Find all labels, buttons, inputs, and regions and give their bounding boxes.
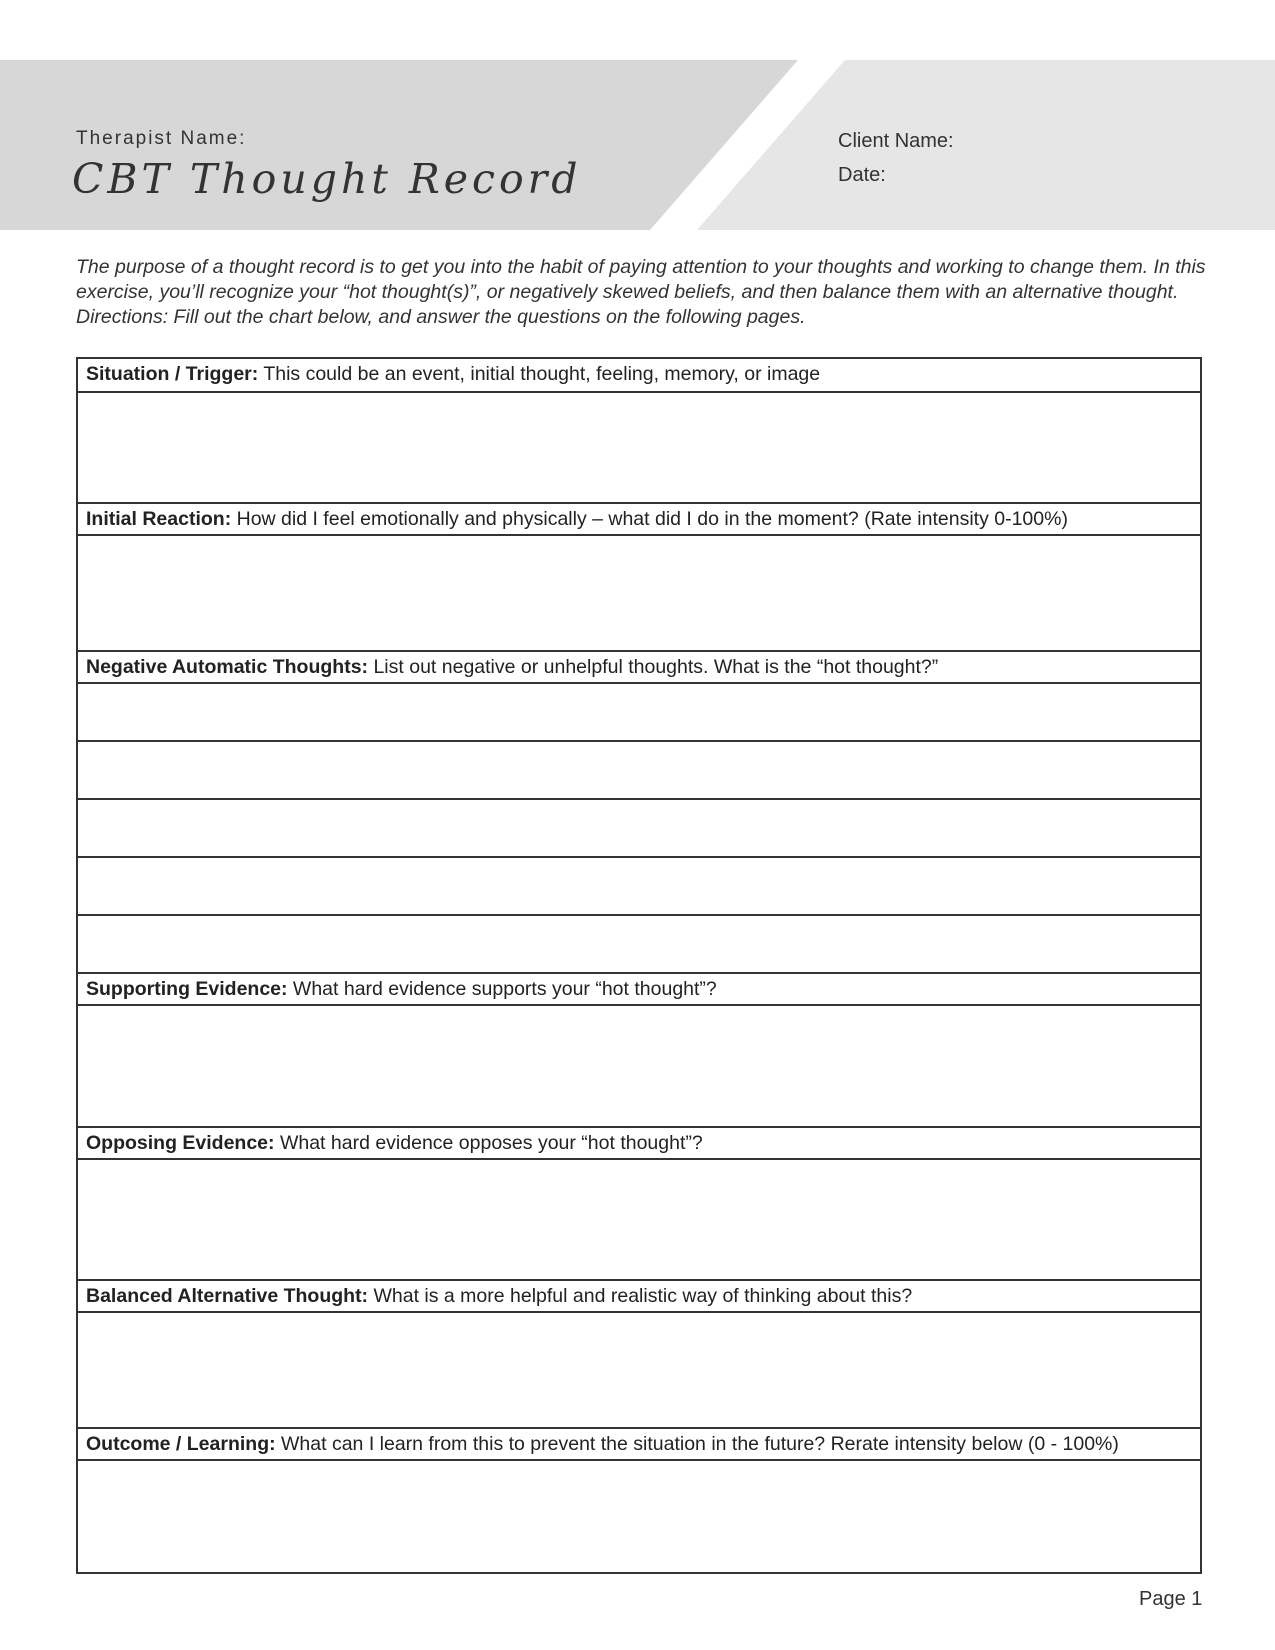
page-title: CBT Thought Record: [72, 155, 582, 203]
situation-field[interactable]: [78, 391, 1200, 502]
negative-thought-line[interactable]: [78, 798, 1200, 856]
client-name-label: Client Name:: [838, 130, 954, 152]
negative-thought-line[interactable]: [78, 856, 1200, 914]
opposing-evidence-field[interactable]: [78, 1158, 1200, 1279]
header-band-right: [697, 60, 1275, 230]
opposing-evidence-prompt: What hard evidence opposes your “hot thought”?: [274, 1132, 703, 1154]
situation-header: [78, 359, 1200, 391]
negative-thoughts-header: [78, 650, 1200, 682]
reaction-label: Initial Reaction:: [86, 508, 232, 530]
opposing-evidence-label: Opposing Evidence:: [86, 1132, 275, 1154]
outcome-label: Outcome / Learning:: [86, 1433, 276, 1455]
balanced-thought-label: Balanced Alternative Thought:: [86, 1285, 369, 1307]
balanced-thought-prompt: What is a more helpful and realistic way of thinking about this?: [368, 1285, 913, 1307]
intro-paragraph: The purpose of a thought record is to get you into the habit of paying attention to your thoughts and working to change them. In this exercise, you’ll recognize your “hot thought(s)”, or negatively skewed beliefs, and then balance them with an alternative thought. Directions: Fill out the chart below, and answer the questions on the following pages.: [76, 256, 1206, 328]
balanced-thought-field[interactable]: [78, 1311, 1200, 1427]
negative-thoughts-prompt: List out negative or unhelpful thoughts. What is the “hot thought?”: [368, 656, 939, 678]
supporting-evidence-label: Supporting Evidence:: [86, 978, 288, 1000]
thought-record-table: [76, 357, 1202, 1574]
supporting-evidence-field[interactable]: [78, 1004, 1200, 1126]
outcome-header: [78, 1427, 1200, 1459]
page-number: Page 1: [1139, 1588, 1203, 1610]
reaction-prompt: How did I feel emotionally and physically – what did I do in the moment? (Rate intensity 0-100%): [231, 508, 1068, 530]
supporting-evidence-header: [78, 972, 1200, 1004]
negative-thoughts-label: Negative Automatic Thoughts:: [86, 656, 369, 678]
therapist-name-label: Therapist Name:: [76, 128, 247, 149]
reaction-header: [78, 502, 1200, 534]
situation-prompt: This could be an event, initial thought, feeling, memory, or image: [258, 363, 821, 385]
balanced-thought-header: [78, 1279, 1200, 1311]
situation-label: Situation / Trigger:: [86, 363, 259, 385]
opposing-evidence-header: [78, 1126, 1200, 1158]
negative-thought-line[interactable]: [78, 740, 1200, 798]
outcome-field[interactable]: [78, 1459, 1200, 1572]
outcome-prompt: What can I learn from this to prevent the situation in the future? Rerate intensity below (0 - 100%): [275, 1433, 1119, 1455]
negative-thought-line[interactable]: [78, 682, 1200, 740]
supporting-evidence-prompt: What hard evidence supports your “hot thought”?: [287, 978, 717, 1000]
negative-thought-line[interactable]: [78, 914, 1200, 972]
date-label: Date:: [838, 164, 886, 186]
reaction-field[interactable]: [78, 534, 1200, 650]
